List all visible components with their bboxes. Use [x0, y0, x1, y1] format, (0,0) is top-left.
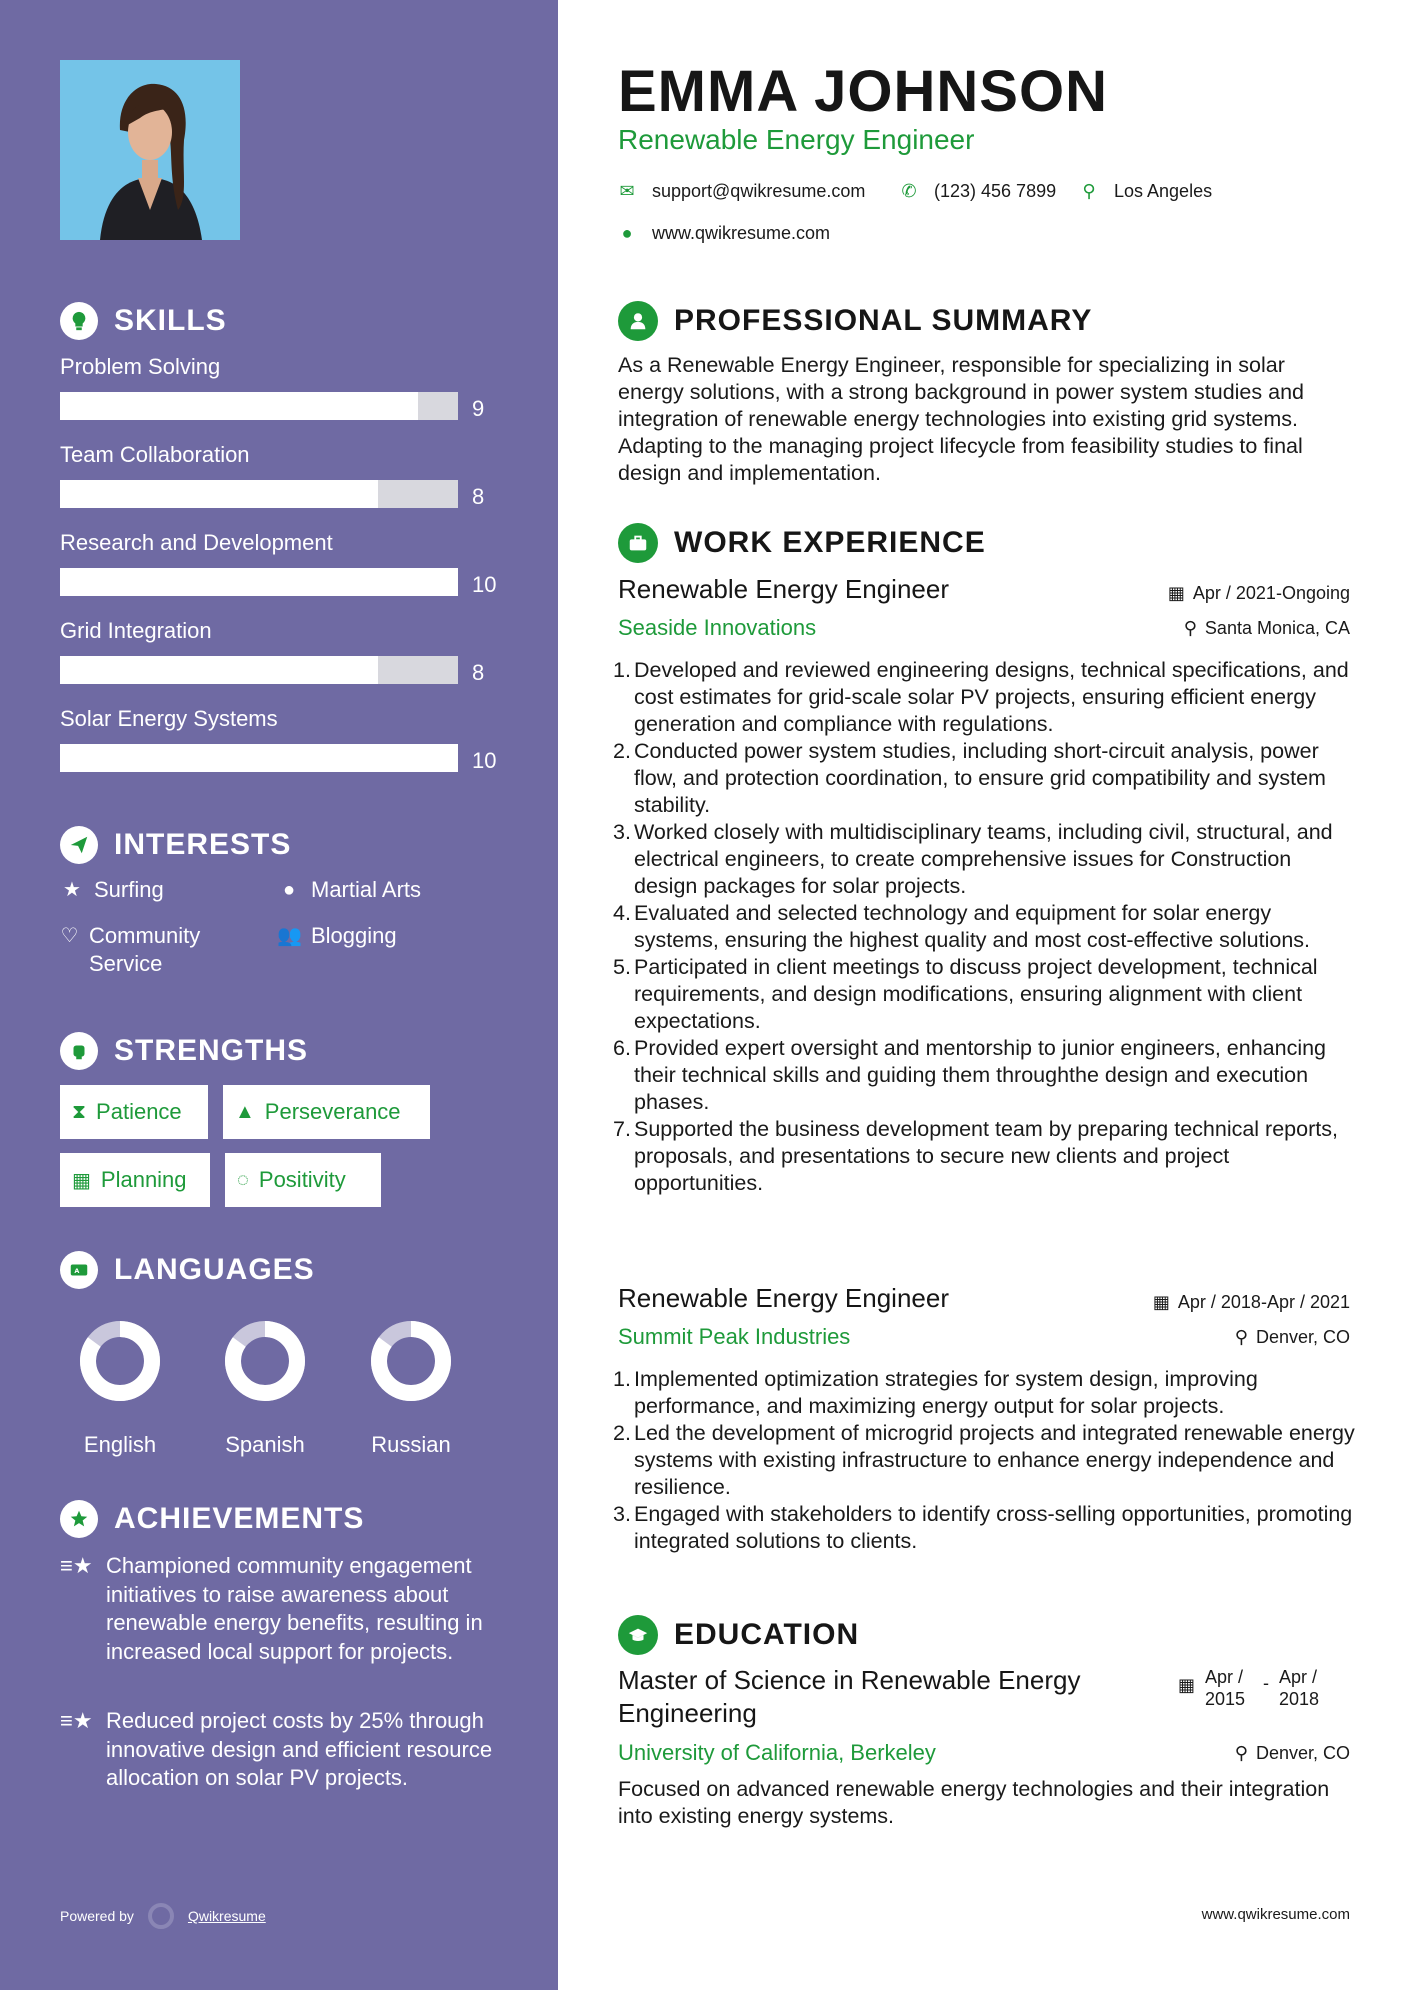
skill-item: Problem Solving 9	[60, 354, 485, 421]
skill-value: 9	[472, 396, 485, 421]
skill-value: 8	[472, 484, 485, 509]
job-date: ▦ Apr / 2021-Ongoing	[1167, 583, 1350, 603]
skill-fill	[60, 392, 418, 420]
interest-item: ♡ Community Service	[60, 923, 201, 976]
summary-text: As a Renewable Energy Engineer, responsible for specializing in solar energy solutions, with a strong background in power system studies and integration of renewable energy technologies into existing grid systems. Adapting to the managing project lifecycle from feasibility studies to final design and implementation.	[618, 353, 1304, 485]
globe-icon: ●	[282, 879, 296, 901]
calendar-icon: ▦	[1178, 1675, 1196, 1695]
language-item: Spanish	[210, 1318, 320, 1458]
strength-badge: ⧗ Patience	[60, 1085, 208, 1139]
degree-title: Master of Science in Renewable Energy Engineering	[618, 1665, 1081, 1728]
main-content	[558, 0, 1407, 1990]
job-title: Renewable Energy Engineer	[618, 574, 949, 604]
skill-bar	[60, 744, 458, 772]
road-icon: ▲	[235, 1100, 255, 1123]
list-item: 3. Worked closely with multidisciplinary teams, including civil, structural, and electrical engineers, to create comprehensive issues for Construction design packages for solar projects.	[613, 820, 1333, 898]
circle-notch-icon: ◌	[237, 1168, 249, 1191]
list-item: 2. Conducted power system studies, including short-circuit analysis, power flow, and protection coordination, to ensure grid compatibility and system stability.	[613, 739, 1326, 817]
job-location: ⚲ Denver, CO	[1234, 1327, 1350, 1347]
calendar-icon: ▦	[72, 1169, 91, 1192]
job-date: ▦ Apr / 2018-Apr / 2021	[1152, 1292, 1350, 1312]
language-donut	[222, 1318, 308, 1404]
language-item: English	[65, 1318, 175, 1458]
footer-url[interactable]: www.qwikresume.com	[1201, 1906, 1350, 1923]
skill-bar	[60, 656, 458, 684]
profile-photo	[60, 60, 240, 240]
list-item: 7. Supported the business development team by preparing technical reports, proposals, and presentations to secure new clients and project opportunities.	[613, 1117, 1338, 1195]
calendar-icon: ▦	[1167, 583, 1185, 603]
skill-item: Solar Energy Systems 10	[60, 706, 497, 773]
lightbulb-icon	[60, 302, 98, 340]
summary-heading: PROFESSIONAL SUMMARY	[618, 301, 1092, 341]
school-name: University of California, Berkeley	[618, 1740, 936, 1765]
contact-website: ● www.qwikresume.com	[618, 223, 830, 244]
skill-value: 8	[472, 660, 485, 685]
interest-item: 👥 Blogging	[277, 923, 397, 948]
contact-email: ✉ support@qwikresume.com	[619, 181, 866, 201]
shooting-star-icon: ≡★	[60, 1708, 93, 1733]
contact-location: ⚲ Los Angeles	[1080, 181, 1212, 202]
list-item: 5. Participated in client meetings to discuss project development, technical requirements, and design modifications, ensuring alignment with client expectations.	[613, 955, 1318, 1033]
envelope-icon: ✉	[619, 181, 635, 201]
pin-icon: ⚲	[1234, 1743, 1248, 1763]
achievement-item: ≡★ Reduced project costs by 25% through innovative design and efficient resource allocation on solar PV projects.	[60, 1707, 500, 1793]
powered-by: Powered by Qwikresume	[60, 1903, 266, 1929]
user-icon	[618, 301, 658, 341]
skill-item: Research and Development 10	[60, 530, 497, 597]
interest-item: ★ Surfing	[60, 876, 164, 904]
pin-icon: ⚲	[1234, 1327, 1248, 1347]
strength-badge: ▦ Planning	[60, 1153, 210, 1207]
heart-icon: ♡	[60, 925, 79, 947]
fist-icon	[60, 1032, 98, 1070]
sidebar	[0, 0, 558, 1990]
skill-bar	[60, 392, 458, 420]
briefcase-icon	[618, 523, 658, 563]
skill-item: Team Collaboration 8	[60, 442, 485, 509]
interest-item: ● Martial Arts	[277, 876, 421, 904]
skill-fill	[60, 480, 378, 508]
qwikresume-logo-icon	[148, 1903, 174, 1929]
contact-phone: ✆ (123) 456 7899	[901, 181, 1057, 201]
hourglass-icon: ⧗	[72, 1100, 87, 1123]
achievements-heading: ACHIEVEMENTS	[60, 1500, 364, 1538]
job-title: Renewable Energy Engineer	[618, 1283, 949, 1313]
star-badge-icon	[60, 1500, 98, 1538]
users-icon: 👥	[277, 925, 302, 947]
languages-heading: A LANGUAGES	[60, 1251, 315, 1289]
job-company: Summit Peak Industries	[618, 1324, 851, 1349]
map-marker-icon: ⚲	[1082, 181, 1096, 201]
skill-bar	[60, 480, 458, 508]
language-donut	[77, 1318, 163, 1404]
skill-value: 10	[472, 572, 497, 597]
language-donut	[368, 1318, 454, 1404]
skill-bar	[60, 568, 458, 596]
strength-badge: ▲ Perseverance	[223, 1085, 430, 1139]
experience-heading: WORK EXPERIENCE	[618, 523, 986, 563]
paper-plane-icon	[60, 826, 98, 864]
candidate-role: Renewable Energy Engineer	[618, 124, 975, 155]
language-item: Russian	[356, 1318, 466, 1458]
svg-text:A: A	[74, 1266, 81, 1275]
qwikresume-link[interactable]: Qwikresume	[187, 1908, 266, 1924]
achievement-item: ≡★ Championed community engagement initiatives to raise awareness about renewable energy benefits, resulting in increased local support for projects.	[60, 1552, 500, 1666]
list-item: 1. Implemented optimization strategies for system design, improving performance, and maximizing energy output for solar projects.	[613, 1367, 1258, 1418]
skill-value: 10	[472, 748, 497, 773]
list-item: 2. Led the development of microgrid projects and integrated renewable energy systems with existing infrastructure to enhance energy independence and resilience.	[613, 1421, 1355, 1499]
shooting-star-icon: ≡★	[60, 1553, 93, 1578]
skill-item: Grid Integration 8	[60, 618, 485, 685]
education-description: Focused on advanced renewable energy technologies and their integration into existing energy systems.	[618, 1777, 1330, 1828]
skill-fill	[60, 744, 458, 772]
skill-fill	[60, 568, 458, 596]
job-company: Seaside Innovations	[618, 615, 817, 640]
interests-heading: INTERESTS	[60, 826, 291, 864]
pin-icon: ⚲	[1183, 618, 1197, 638]
list-item: 3. Engaged with stakeholders to identify cross-selling opportunities, promoting integrated solutions to clients.	[613, 1502, 1353, 1553]
calendar-icon: ▦	[1152, 1292, 1170, 1312]
globe-icon: ●	[621, 223, 633, 243]
skills-heading: SKILLS	[60, 302, 227, 340]
strengths-heading: STRENGTHS	[60, 1032, 308, 1070]
strength-badge: ◌ Positivity	[225, 1153, 381, 1207]
education-location: ⚲ Denver, CO	[1234, 1743, 1350, 1763]
list-item: 6. Provided expert oversight and mentorship to junior engineers, enhancing their technical skills and guiding them throughthe design and execution phases.	[613, 1036, 1327, 1114]
job-bullets	[613, 1366, 1358, 1555]
list-item: 1. Developed and reviewed engineering designs, technical specifications, and cost estimates for grid-scale solar PV projects, ensuring efficient energy generation and compliance with regulations.	[613, 658, 1349, 736]
candidate-name: EMMA JOHNSON	[618, 59, 1108, 124]
skill-fill	[60, 656, 378, 684]
education-heading: EDUCATION	[618, 1615, 859, 1655]
phone-icon: ✆	[901, 181, 917, 201]
education-date: ▦ Apr / 2015 - Apr / 2018	[1178, 1667, 1320, 1709]
graduation-cap-icon	[618, 1615, 658, 1655]
list-item: 4. Evaluated and selected technology and equipment for solar energy systems, ensuring the highest quality and most cost-effective solutions.	[613, 901, 1311, 952]
job-location: ⚲ Santa Monica, CA	[1183, 618, 1350, 638]
job-bullets	[613, 657, 1358, 1197]
star-icon: ★	[63, 879, 81, 901]
language-icon	[60, 1251, 98, 1289]
